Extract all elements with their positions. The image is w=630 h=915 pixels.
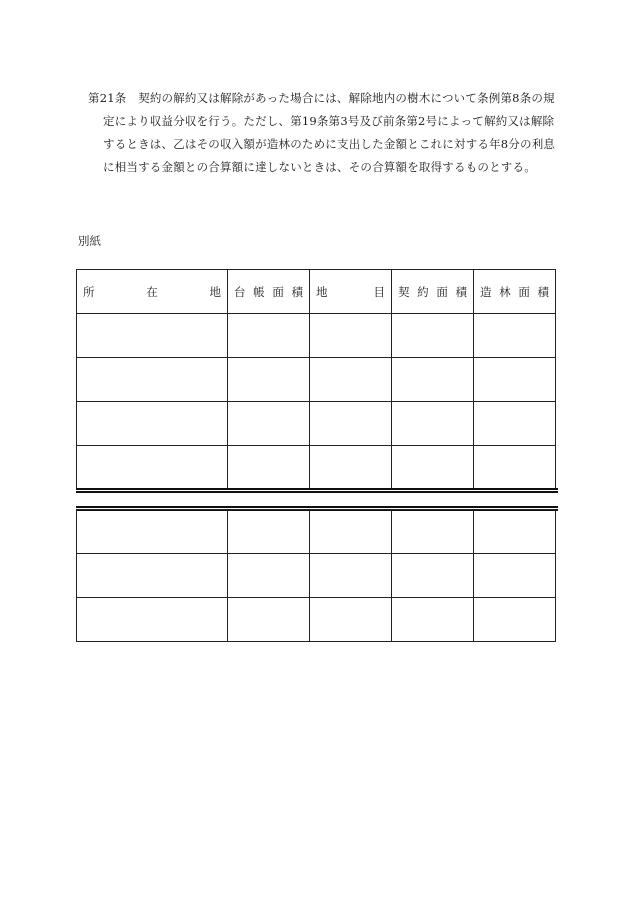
table-cell-contract_area — [392, 314, 474, 358]
column-header-location — [77, 270, 228, 314]
table-cell-planted_area — [474, 402, 556, 446]
table-cell-land_category — [310, 314, 392, 358]
table-break-line — [76, 491, 558, 493]
land-table-continued — [76, 509, 556, 642]
header-char: 約 — [417, 284, 429, 299]
table-cell-planted_area — [474, 510, 556, 554]
land-table — [76, 269, 556, 490]
table-row — [77, 598, 556, 642]
article-text: 第21条 契約の解約又は解除があった場合には、解除地内の樹木について条例第8条の規定により収益分収を行う。ただし、第19条第3号及び前条第2号によって解約又は解除するときは、乙はその収入額が造林のために支出した金額とこれに対する年8分の利息に相当する金額との合算額に達しないときは、その合算額を取得するものとする。 — [88, 91, 556, 174]
table-cell-registered_area — [228, 446, 310, 490]
table-cell-registered_area — [228, 402, 310, 446]
table-cell-land_category — [310, 402, 392, 446]
header-char: 面 — [272, 284, 284, 299]
table-cell-planted_area — [474, 446, 556, 490]
header-char: 目 — [373, 284, 385, 299]
attachment-label: 別紙 — [78, 234, 101, 248]
header-char: 在 — [146, 284, 158, 299]
table-header-row — [77, 270, 556, 314]
header-char: 契 — [398, 284, 410, 299]
table-cell-registered_area — [228, 554, 310, 598]
table-cell-location — [77, 554, 228, 598]
table-cell-land_category — [310, 598, 392, 642]
table-cell-location — [77, 402, 228, 446]
table-cell-contract_area — [392, 446, 474, 490]
header-char: 台 — [234, 284, 246, 299]
header-char: 帳 — [253, 284, 265, 299]
table-cell-registered_area — [228, 598, 310, 642]
table-row — [77, 314, 556, 358]
table-cell-registered_area — [228, 314, 310, 358]
header-char: 面 — [436, 284, 448, 299]
table-cell-land_category — [310, 554, 392, 598]
table-cell-planted_area — [474, 598, 556, 642]
table-cell-planted_area — [474, 554, 556, 598]
header-char: 地 — [316, 284, 328, 299]
header-char: 面 — [518, 284, 530, 299]
table-cell-location — [77, 314, 228, 358]
header-char: 所 — [83, 284, 95, 299]
table-cell-land_category — [310, 358, 392, 402]
table-cell-contract_area — [392, 510, 474, 554]
table-cell-land_category — [310, 446, 392, 490]
table-row — [77, 510, 556, 554]
table-break-line — [76, 488, 558, 490]
header-char: 積 — [537, 284, 549, 299]
table-cell-contract_area — [392, 554, 474, 598]
article-21 — [88, 87, 558, 179]
header-char: 造 — [480, 284, 492, 299]
table-cell-location — [77, 598, 228, 642]
header-char: 積 — [455, 284, 467, 299]
column-header-land_category — [310, 270, 392, 314]
table-cell-registered_area — [228, 510, 310, 554]
table-row — [77, 402, 556, 446]
table-cell-land_category — [310, 510, 392, 554]
table-row — [77, 446, 556, 490]
header-char: 地 — [209, 284, 221, 299]
column-header-planted_area — [474, 270, 556, 314]
table-row — [77, 554, 556, 598]
table-cell-planted_area — [474, 314, 556, 358]
column-header-contract_area — [392, 270, 474, 314]
table-row — [77, 358, 556, 402]
table-cell-location — [77, 446, 228, 490]
table-cell-contract_area — [392, 598, 474, 642]
column-header-registered_area — [228, 270, 310, 314]
table-cell-registered_area — [228, 358, 310, 402]
header-char: 林 — [499, 284, 511, 299]
header-char: 積 — [291, 284, 303, 299]
table-cell-location — [77, 510, 228, 554]
table-cell-contract_area — [392, 402, 474, 446]
table-cell-planted_area — [474, 358, 556, 402]
table-break-line — [76, 506, 558, 508]
table-cell-contract_area — [392, 358, 474, 402]
table-cell-location — [77, 358, 228, 402]
